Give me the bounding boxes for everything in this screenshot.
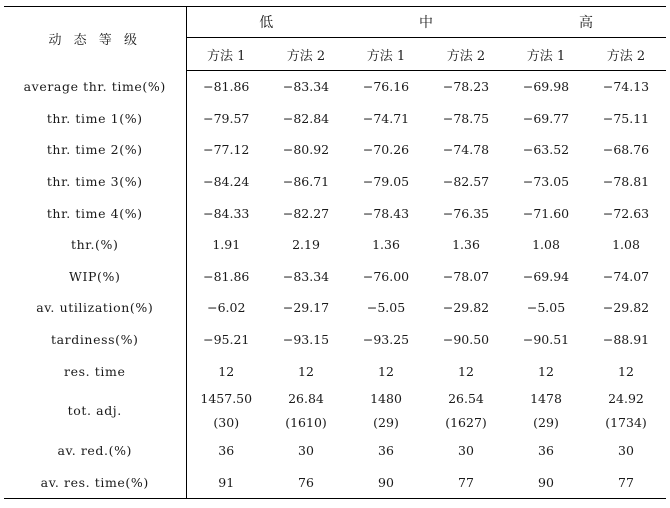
table-cell: −90.50 bbox=[442, 332, 490, 348]
table-cell: −84.24 bbox=[203, 174, 250, 190]
row-label: WIP(%) bbox=[4, 261, 186, 293]
cell-bottom: (1627) bbox=[445, 414, 487, 430]
row-label: av. utilization(%) bbox=[4, 292, 186, 324]
table-cell bbox=[506, 387, 586, 435]
table-cell: 12 bbox=[218, 363, 235, 379]
table-cell: −82.57 bbox=[442, 174, 490, 190]
table-cell: −69.77 bbox=[522, 110, 570, 126]
row-label: thr. time 1(%) bbox=[4, 103, 186, 135]
row-label: tot. adj. bbox=[4, 387, 186, 435]
table-cell: 77 bbox=[426, 467, 506, 499]
method-header: 方法 2 bbox=[586, 38, 666, 71]
table-cell: −6.02 bbox=[207, 300, 246, 316]
table-cell: −71.60 bbox=[522, 205, 570, 221]
table-cell: 30 bbox=[458, 443, 474, 459]
table-cell: −63.52 bbox=[522, 142, 570, 158]
table-row bbox=[4, 292, 666, 324]
table-cell: −86.71 bbox=[282, 174, 330, 190]
table-cell: −5.05 bbox=[526, 300, 566, 316]
table-cell: 1.36 bbox=[372, 237, 400, 253]
table-cell: −29.17 bbox=[282, 300, 330, 316]
cell-bottom: (1610) bbox=[285, 414, 327, 430]
table-cell: 12 bbox=[298, 363, 314, 379]
table-row bbox=[4, 229, 666, 261]
table-cell: 76 bbox=[266, 467, 346, 499]
table-cell: −81.86 bbox=[203, 268, 250, 284]
table-cell: 12 bbox=[618, 363, 634, 379]
row-label: thr. time 2(%) bbox=[4, 134, 186, 166]
table-cell: 30 bbox=[298, 443, 314, 459]
table-cell: −74.78 bbox=[442, 142, 490, 158]
table-cell: −69.98 bbox=[522, 79, 570, 95]
row-label: tardiness(%) bbox=[4, 324, 186, 356]
table-body bbox=[4, 71, 666, 499]
table-row bbox=[4, 134, 666, 166]
table-row bbox=[4, 324, 666, 356]
table-cell: 90 bbox=[506, 467, 586, 499]
cell-bottom: (30) bbox=[213, 414, 240, 430]
cell-bottom: (29) bbox=[533, 414, 559, 430]
table-cell: −80.92 bbox=[282, 142, 330, 158]
table-row bbox=[4, 166, 666, 198]
table-header bbox=[4, 7, 666, 71]
table-cell: −68.76 bbox=[602, 142, 650, 158]
table-cell: −82.84 bbox=[282, 110, 330, 126]
table-cell: −78.81 bbox=[602, 174, 650, 190]
table-cell: 1.91 bbox=[212, 237, 241, 253]
table-cell: −75.11 bbox=[602, 110, 650, 126]
table-cell: 1.08 bbox=[612, 237, 640, 253]
row-label: thr. time 3(%) bbox=[4, 166, 186, 198]
table-row bbox=[4, 355, 666, 387]
row-label: average thr. time(%) bbox=[4, 71, 186, 103]
table-cell bbox=[426, 387, 506, 435]
cell-top: 24.92 bbox=[608, 390, 644, 406]
table-cell: −74.07 bbox=[602, 268, 650, 284]
group-header-high: 高 bbox=[506, 7, 666, 38]
table-cell: −78.43 bbox=[362, 205, 410, 221]
table-cell: −74.71 bbox=[362, 110, 410, 126]
table-cell: −84.33 bbox=[203, 205, 250, 221]
table-row bbox=[4, 387, 666, 435]
table-cell: −76.16 bbox=[362, 79, 410, 95]
row-label: av. red.(%) bbox=[4, 435, 186, 467]
table-cell: 2.19 bbox=[292, 237, 320, 253]
metric-column-header: 动 态 等 级 bbox=[4, 7, 186, 71]
table-cell: −76.00 bbox=[362, 268, 410, 284]
table-cell: −29.82 bbox=[442, 300, 490, 316]
group-header-mid: 中 bbox=[346, 7, 506, 38]
table-cell: −82.27 bbox=[282, 205, 330, 221]
table-cell: −79.05 bbox=[362, 174, 410, 190]
table-row bbox=[4, 197, 666, 229]
table-cell: 12 bbox=[458, 363, 474, 379]
table-cell: 90 bbox=[346, 467, 426, 499]
table-cell: −95.21 bbox=[203, 332, 250, 348]
cell-bottom: (29) bbox=[373, 414, 399, 430]
cell-top: 1478 bbox=[530, 390, 562, 406]
table-cell: −81.86 bbox=[203, 79, 250, 95]
method-header: 方法 1 bbox=[346, 38, 426, 71]
table-cell: 30 bbox=[618, 443, 634, 459]
table-cell bbox=[186, 387, 266, 435]
table-cell: −78.75 bbox=[442, 110, 490, 126]
method-header: 方法 2 bbox=[266, 38, 346, 71]
cell-top: 26.54 bbox=[448, 390, 484, 406]
table-cell: −70.26 bbox=[362, 142, 410, 158]
table-cell: 1.08 bbox=[532, 237, 560, 253]
table-cell: −74.13 bbox=[602, 79, 650, 95]
table-cell: −90.51 bbox=[522, 332, 570, 348]
table-cell: 12 bbox=[378, 363, 394, 379]
table-cell: −83.34 bbox=[282, 79, 330, 95]
table-cell: −73.05 bbox=[522, 174, 570, 190]
table-cell: −93.25 bbox=[362, 332, 410, 348]
table-cell: −78.23 bbox=[442, 79, 490, 95]
table-cell: 36 bbox=[538, 443, 554, 459]
row-label: av. res. time(%) bbox=[4, 467, 186, 499]
results-table bbox=[4, 6, 666, 499]
table-row bbox=[4, 261, 666, 293]
table-cell: −78.07 bbox=[442, 268, 490, 284]
row-label: thr. time 4(%) bbox=[4, 197, 186, 229]
table-cell: −29.82 bbox=[602, 300, 650, 316]
table-cell: 77 bbox=[586, 467, 666, 499]
table-cell: −76.35 bbox=[442, 205, 490, 221]
row-label: thr.(%) bbox=[4, 229, 186, 261]
table-cell: 36 bbox=[378, 443, 394, 459]
table-row bbox=[4, 103, 666, 135]
table-cell bbox=[346, 387, 426, 435]
table-cell bbox=[586, 387, 666, 435]
table-cell: 1.36 bbox=[452, 237, 480, 253]
table-cell: −77.12 bbox=[203, 142, 250, 158]
table-cell: −5.05 bbox=[366, 300, 406, 316]
table-cell: −72.63 bbox=[602, 205, 650, 221]
cell-top: 1480 bbox=[370, 390, 402, 406]
group-header-low: 低 bbox=[186, 7, 346, 38]
cell-bottom: (1734) bbox=[605, 414, 647, 430]
table-cell: −69.94 bbox=[522, 268, 570, 284]
method-header: 方法 1 bbox=[506, 38, 586, 71]
table-cell: 36 bbox=[218, 443, 235, 459]
table-cell: −88.91 bbox=[602, 332, 650, 348]
cell-top: 1457.50 bbox=[200, 390, 253, 406]
cell-top: 26.84 bbox=[288, 390, 324, 406]
table-cell bbox=[266, 387, 346, 435]
table-row bbox=[4, 435, 666, 467]
method-header: 方法 2 bbox=[426, 38, 506, 71]
table-cell: −83.34 bbox=[282, 268, 330, 284]
table-cell: 12 bbox=[538, 363, 554, 379]
table-cell: 91 bbox=[186, 467, 266, 499]
table-cell: −79.57 bbox=[203, 110, 250, 126]
table-row bbox=[4, 467, 666, 499]
table-row bbox=[4, 71, 666, 103]
row-label: res. time bbox=[4, 355, 186, 387]
method-header: 方法 1 bbox=[186, 38, 266, 71]
table-cell: −93.15 bbox=[282, 332, 330, 348]
